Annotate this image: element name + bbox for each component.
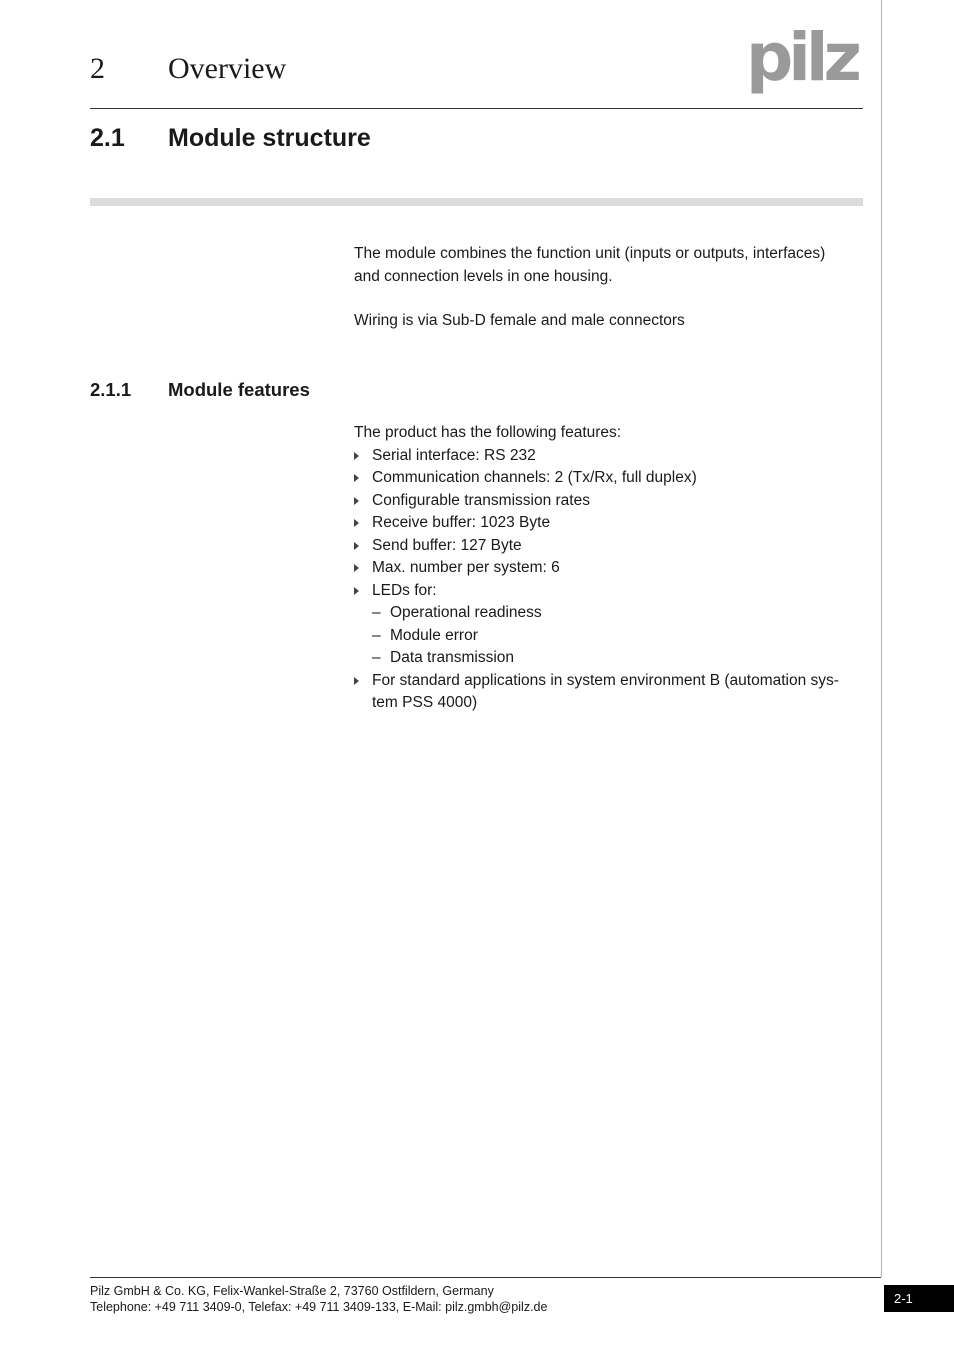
features-list: [354, 445, 864, 603]
feature-text: Receive buffer: 1023 Byte: [372, 514, 551, 531]
dash-glyph: –: [372, 626, 381, 644]
triangle-right-icon: [354, 497, 359, 505]
feature-item-leds: [354, 580, 864, 603]
triangle-right-icon: [354, 519, 359, 527]
triangle-right-icon: [354, 452, 359, 460]
feature-text: LEDs for:: [372, 581, 437, 599]
page-number-badge: 2-1: [884, 1285, 954, 1312]
triangle-right-icon: [354, 587, 359, 595]
subsection-number: 2.1.1: [90, 379, 132, 400]
feature-text: Configurable transmission rates: [372, 491, 590, 509]
chapter-title: Overview: [168, 52, 287, 85]
feature-text: Communication channels: 2 (Tx/Rx, full duplex): [372, 469, 697, 486]
features-list-continued: [354, 670, 864, 715]
led-item-text: Module error: [390, 626, 478, 644]
led-item: [354, 602, 864, 625]
feature-item: [354, 490, 864, 513]
features-block: [354, 422, 864, 715]
led-item: [354, 625, 864, 648]
subsection-title: Module features: [168, 379, 310, 400]
header-rule: [90, 108, 863, 109]
feature-item: [354, 512, 864, 535]
features-intro: The product has the following features:: [354, 424, 622, 441]
footer-rule: [90, 1277, 881, 1278]
footer-address: Pilz GmbH & Co. KG, Felix-Wankel-Straße 2, 73760 Ostfildern, Germany: [90, 1284, 494, 1298]
feature-text: For standard applications in system environment B (automation sys-tem PSS 4000): [372, 671, 839, 711]
triangle-right-icon: [354, 474, 359, 482]
margin-vertical-rule: [881, 0, 882, 1277]
footer-contact: Telephone: +49 711 3409-0, Telefax: +49 711 3409-133, E-Mail: pilz.gmbh@pilz.de: [90, 1300, 548, 1314]
triangle-right-icon: [354, 564, 359, 572]
pilz-logo: [746, 28, 864, 94]
triangle-right-icon: [354, 677, 359, 685]
logo-text: pilz: [746, 28, 857, 94]
feature-text: Serial interface: RS 232: [372, 446, 536, 464]
led-sublist: [354, 602, 864, 670]
feature-item: [354, 535, 864, 558]
triangle-right-icon: [354, 542, 359, 550]
led-item: [354, 647, 864, 670]
paragraph-wiring: Wiring is via Sub-D female and male connectors: [354, 312, 685, 329]
led-item-text: Data transmission: [390, 649, 515, 666]
chapter-number: 2: [90, 52, 105, 85]
paragraph-module-combines: The module combines the function unit (inputs or outputs, interfaces) and connection levels in one housing.: [354, 245, 826, 285]
feature-item: [354, 670, 864, 715]
feature-item: [354, 467, 864, 490]
feature-item: [354, 557, 864, 580]
section-number: 2.1: [90, 124, 125, 152]
led-item-text: Operational readiness: [390, 604, 542, 621]
section-title: Module structure: [168, 124, 371, 152]
dash-glyph: –: [372, 649, 381, 666]
section-divider-bar: [90, 198, 863, 206]
feature-text: Max. number per system: 6: [372, 559, 560, 576]
dash-glyph: –: [372, 604, 381, 621]
feature-item: [354, 445, 864, 468]
feature-text: Send buffer: 127 Byte: [372, 536, 522, 554]
